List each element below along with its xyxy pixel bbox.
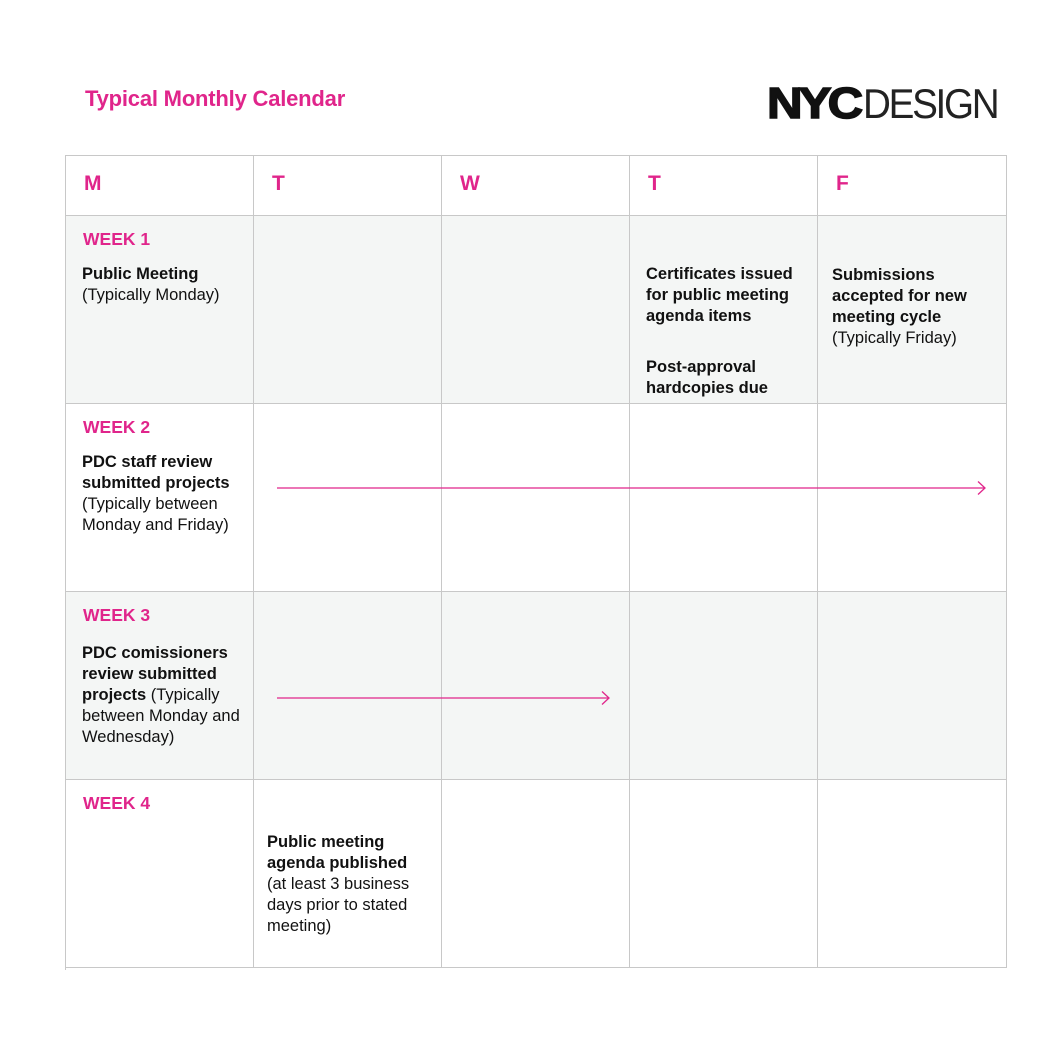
day-label: T xyxy=(648,172,661,195)
day-header-tue xyxy=(254,156,442,216)
week3-wed-cell xyxy=(442,592,630,780)
week1-mon-text xyxy=(82,264,254,306)
event-note: (Typically between Monday and Friday) xyxy=(82,495,229,534)
event-title: PDC staff review submitted projects xyxy=(82,453,230,492)
week4-tue-text xyxy=(267,832,435,937)
week4-thu-cell xyxy=(630,780,818,968)
week3-mon-text xyxy=(82,643,254,748)
week2-mon-cell xyxy=(66,404,254,592)
week1-fri-text xyxy=(832,265,1002,349)
day-header-fri xyxy=(818,156,1007,216)
event-note: (Typically between Monday and Wednesday) xyxy=(82,686,240,746)
page-title: Typical Monthly Calendar xyxy=(85,86,346,111)
week4-mon-cell xyxy=(66,780,254,968)
nyc-design-logo xyxy=(767,79,1009,128)
week3-duration-arrow xyxy=(276,688,616,708)
day-label: W xyxy=(460,172,480,195)
event-note: (at least 3 business days prior to stated meeting) xyxy=(267,875,410,935)
week2-wed-cell xyxy=(442,404,630,592)
day-header-mon xyxy=(66,156,254,216)
week4-wed-cell xyxy=(442,780,630,968)
week3-mon-cell xyxy=(66,592,254,780)
week1-fri-cell xyxy=(818,216,1007,404)
day-header-thu xyxy=(630,156,818,216)
event-note: (Typically Friday) xyxy=(832,329,957,347)
week-label: WEEK 1 xyxy=(83,229,151,249)
week1-thu-text xyxy=(646,264,806,327)
week1-thu-text-2 xyxy=(646,357,806,399)
week2-mon-text xyxy=(82,452,254,536)
week2-duration-arrow xyxy=(276,478,991,498)
week1-tue-cell xyxy=(254,216,442,404)
week3-thu-cell xyxy=(630,592,818,780)
week-label: WEEK 3 xyxy=(83,605,151,625)
logo-nyc: NYC xyxy=(767,79,860,128)
week4-fri-cell xyxy=(818,780,1007,968)
event-title: PDC comissioners review submitted projects xyxy=(82,644,228,704)
event-note: (Typically Monday) xyxy=(82,286,220,304)
event-title: Certificates issued for public meeting agenda items xyxy=(646,265,793,325)
calendar-grid xyxy=(65,155,1007,970)
week3-fri-cell xyxy=(818,592,1007,780)
week-label: WEEK 2 xyxy=(83,417,151,437)
event-title: Post-approval hardcopies due xyxy=(646,358,768,397)
week4-tue-cell xyxy=(254,780,442,968)
day-header-wed xyxy=(442,156,630,216)
week2-tue-cell xyxy=(254,404,442,592)
week1-mon-cell xyxy=(66,216,254,404)
week1-wed-cell xyxy=(442,216,630,404)
event-title: Public meeting agenda published xyxy=(267,833,408,872)
event-title: Submissions accepted for new meeting cycle xyxy=(832,266,967,326)
week-label: WEEK 4 xyxy=(83,793,151,813)
week2-thu-cell xyxy=(630,404,818,592)
day-label: F xyxy=(836,172,849,195)
day-label: M xyxy=(84,172,102,195)
logo-design: DESIGN xyxy=(863,80,998,127)
week3-tue-cell xyxy=(254,592,442,780)
event-title: Public Meeting xyxy=(82,265,199,283)
week1-thu-cell xyxy=(630,216,818,404)
day-label: T xyxy=(272,172,285,195)
week2-fri-cell xyxy=(818,404,1007,592)
